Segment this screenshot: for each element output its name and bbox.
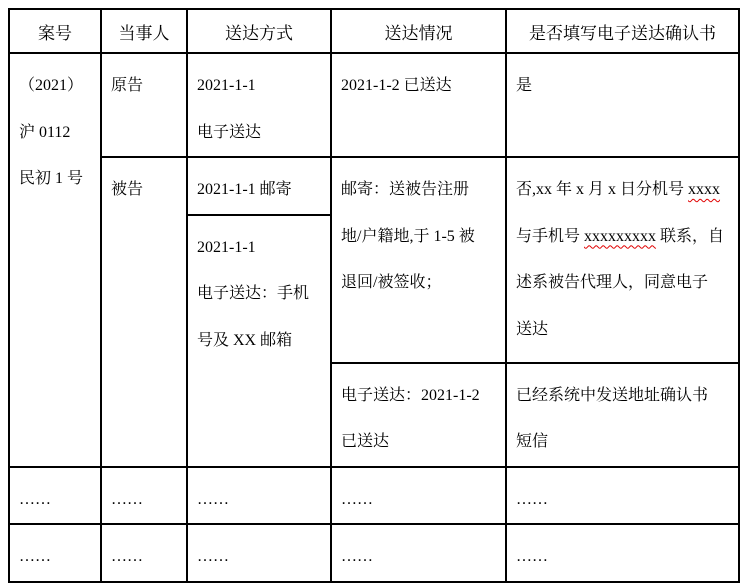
text-segment: 短信 xyxy=(516,433,549,450)
text-segment: 电子送达：手机 xyxy=(197,285,310,302)
ellipsis-cell xyxy=(9,467,101,525)
text-line xyxy=(341,373,499,420)
ellipsis-cell xyxy=(506,524,739,582)
text-segment: 地/户籍地,于 1-5 被 xyxy=(341,227,475,245)
text-line xyxy=(341,419,499,466)
plaintiff-confirmation-cell xyxy=(506,53,739,157)
ellipsis-text: …… xyxy=(19,548,51,565)
text-segment: 联系，自 xyxy=(656,227,725,245)
text-line xyxy=(197,63,324,110)
text-line xyxy=(111,167,180,214)
ellipsis-cell xyxy=(187,524,331,582)
text-line xyxy=(341,63,499,110)
text-segment: 沪 0112 xyxy=(19,123,71,141)
defendant-mail-status-cell xyxy=(331,157,506,363)
ellipsis-cell xyxy=(331,524,506,582)
text-segment: 是 xyxy=(516,77,533,94)
ellipsis-text: …… xyxy=(19,490,51,508)
text-segment: （2021） xyxy=(19,77,84,94)
text-segment: 原告 xyxy=(111,77,144,94)
defendant-mail-confirmation-cell xyxy=(506,157,739,363)
text-line xyxy=(516,373,732,420)
text-segment: 邮寄：送被告注册 xyxy=(341,181,470,198)
misspelled-text: xxxxxxxxx xyxy=(584,227,657,245)
text-line xyxy=(19,110,94,157)
text-line xyxy=(516,167,732,214)
ellipsis-text: …… xyxy=(111,548,143,565)
ellipsis-text: …… xyxy=(516,490,548,508)
text-line xyxy=(516,63,732,110)
misspelled-text: xxxx xyxy=(688,181,721,198)
text-line xyxy=(341,167,499,214)
header-e-service-confirmation: 是否填写电子送达确认书 xyxy=(506,9,739,53)
defendant-row-mail xyxy=(9,157,739,215)
text-line xyxy=(197,271,324,318)
defendant-electronic-status-cell xyxy=(331,363,506,467)
ellipsis-text: …… xyxy=(341,548,373,565)
text-line xyxy=(197,167,324,214)
text-segment: 送达 xyxy=(516,320,549,338)
ellipsis-cell xyxy=(506,467,739,525)
defendant-electronic-method-cell xyxy=(187,215,331,467)
ellipsis-cell xyxy=(101,467,187,525)
ellipsis-row-1 xyxy=(9,467,739,525)
text-line xyxy=(516,214,732,261)
plaintiff-party-cell xyxy=(101,53,187,157)
text-segment: 电子送达 xyxy=(197,123,262,141)
text-segment: 2021-1-1 邮寄 xyxy=(197,181,292,198)
ellipsis-text: …… xyxy=(197,548,229,565)
header-service-status: 送达情况 xyxy=(331,9,506,53)
ellipsis-text: …… xyxy=(341,490,373,508)
text-line xyxy=(197,110,324,157)
ellipsis-cell xyxy=(101,524,187,582)
ellipsis-cell xyxy=(187,467,331,525)
text-segment: 2021-1-1 xyxy=(197,77,256,94)
text-segment: 被告 xyxy=(111,181,144,198)
plaintiff-row xyxy=(9,53,739,157)
plaintiff-status-cell xyxy=(331,53,506,157)
text-line xyxy=(516,419,732,466)
text-segment: 2021-1-2 已送达 xyxy=(341,77,452,94)
case-number-cell xyxy=(9,53,101,467)
header-service-method: 送达方式 xyxy=(187,9,331,53)
text-line xyxy=(516,260,732,307)
text-segment: 号及 XX 邮箱 xyxy=(197,331,293,349)
text-line xyxy=(197,225,324,272)
text-line xyxy=(19,63,94,110)
ellipsis-cell xyxy=(331,467,506,525)
service-record-table xyxy=(8,8,740,583)
text-segment: 2021-1-1 xyxy=(197,238,256,256)
defendant-electronic-confirmation-cell xyxy=(506,363,739,467)
text-line xyxy=(341,214,499,261)
table-header-row xyxy=(9,9,739,53)
header-party: 当事人 xyxy=(101,9,187,53)
text-line xyxy=(19,156,94,203)
text-line xyxy=(516,307,732,354)
ellipsis-cell xyxy=(9,524,101,582)
text-segment: 已送达 xyxy=(341,433,390,450)
text-line xyxy=(341,260,499,307)
defendant-mail-method-cell xyxy=(187,157,331,215)
text-segment: 已经系统中发送地址确认书 xyxy=(516,386,709,404)
ellipsis-row-2 xyxy=(9,524,739,582)
ellipsis-text: …… xyxy=(111,490,143,508)
text-segment: 退回/被签收； xyxy=(341,274,442,291)
ellipsis-text: …… xyxy=(197,490,229,508)
text-segment: 民初 1 号 xyxy=(19,170,84,187)
ellipsis-text: …… xyxy=(516,548,548,565)
text-line xyxy=(197,318,324,365)
text-segment: 否,xx 年 x 月 x 日分机号 xyxy=(516,181,689,198)
header-case-number: 案号 xyxy=(9,9,101,53)
defendant-party-cell xyxy=(101,157,187,467)
plaintiff-method-cell xyxy=(187,53,331,157)
text-line xyxy=(111,63,180,110)
text-segment: 与手机号 xyxy=(516,227,585,245)
text-segment: 述系被告代理人，同意电子 xyxy=(516,274,709,291)
text-segment: 电子送达：2021-1-2 xyxy=(341,386,480,404)
